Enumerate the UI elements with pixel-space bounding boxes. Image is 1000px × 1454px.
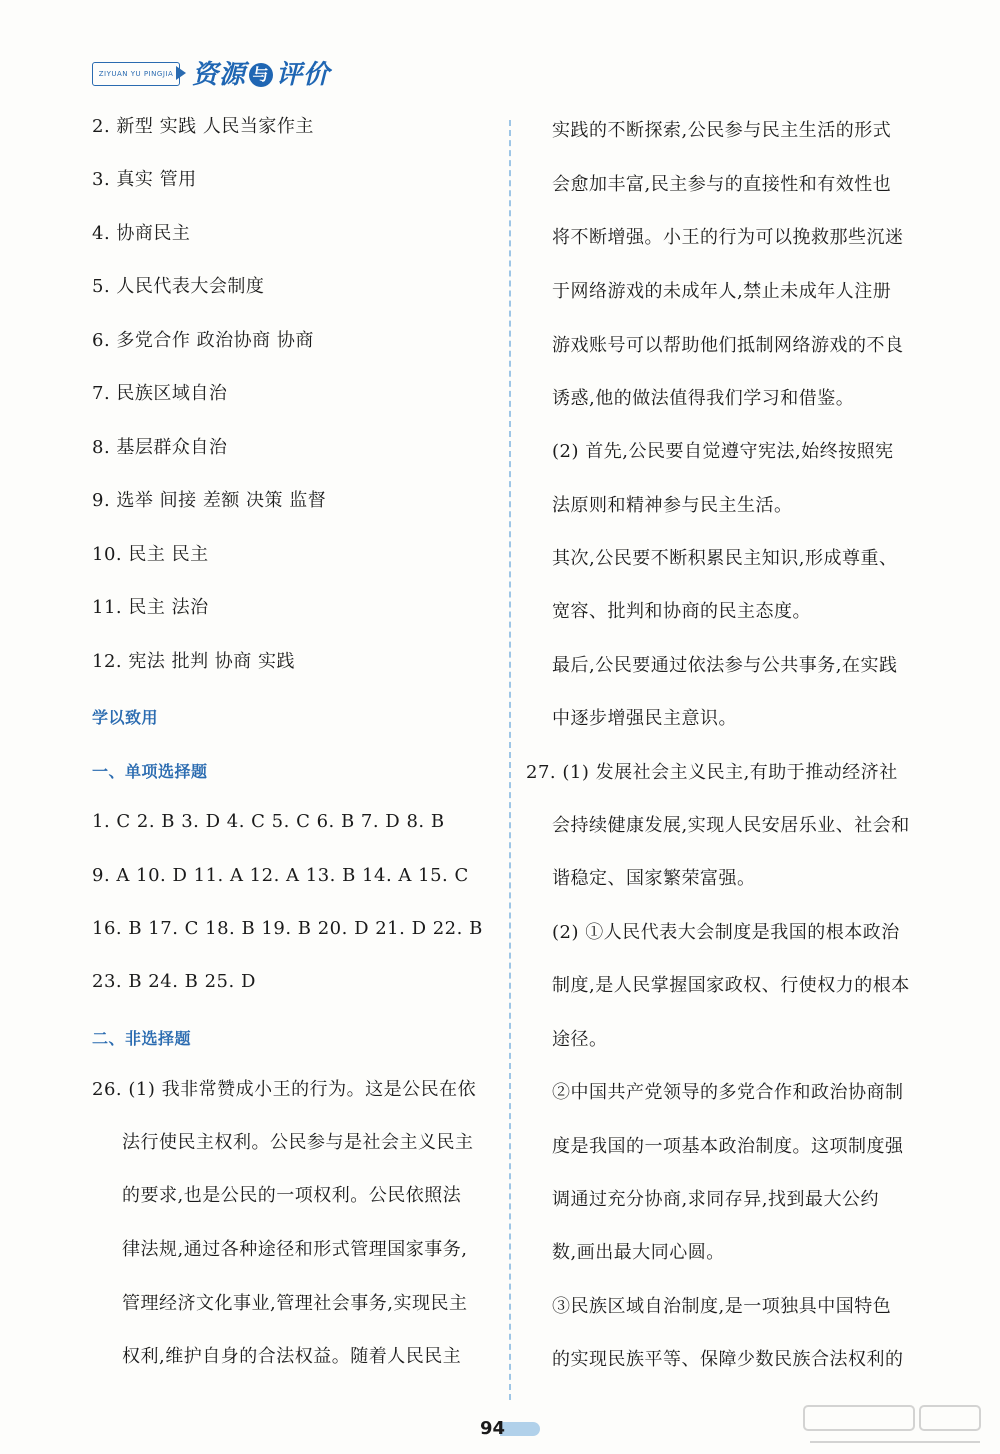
answer-line: 7. 民族区域自治 xyxy=(92,383,228,404)
answer-line: 9. A 10. D 11. A 12. A 13. B 14. A 15. C xyxy=(92,865,469,886)
header-title-left: 资源 xyxy=(192,60,247,90)
answer-line: 16. B 17. C 18. B 19. B 20. D 21. D 22. B xyxy=(92,918,483,939)
answer-line: 法原则和精神参与民主生活。 xyxy=(552,495,793,516)
answer-line: 管理经济文化事业,管理社会事务,实现民主 xyxy=(122,1293,468,1314)
answer-line: 法行使民主权利。公民参与是社会主义民主 xyxy=(122,1132,474,1153)
answer-line: 游戏账号可以帮助他们抵制网络游戏的不良 xyxy=(552,335,904,356)
answer-line: 调通过充分协商,求同存异,找到最大公约 xyxy=(552,1189,879,1210)
answer-line: 实践的不断探索,公民参与民主生活的形式 xyxy=(552,120,892,141)
answer-line: 宽容、批判和协商的民主态度。 xyxy=(552,601,811,622)
answer-line: 于网络游戏的未成年人,禁止未成年人注册 xyxy=(552,281,892,302)
answer-line: 1. C 2. B 3. D 4. C 5. C 6. B 7. D 8. B xyxy=(92,811,445,832)
answer-line: 会持续健康发展,实现人民安居乐业、社会和 xyxy=(552,815,910,836)
answer-line: 谐稳定、国家繁荣富强。 xyxy=(552,868,756,889)
arrow-icon xyxy=(176,66,186,80)
answer-line: 其次,公民要不断积累民主知识,形成尊重、 xyxy=(552,548,898,569)
answer-line: 3. 真实 管用 xyxy=(92,169,197,190)
answer-line: 8. 基层群众自治 xyxy=(92,437,228,458)
answer-line: 5. 人民代表大会制度 xyxy=(92,276,265,297)
section-subheading: 二、非选择题 xyxy=(92,1029,192,1048)
column-divider xyxy=(509,120,511,1400)
page-header xyxy=(92,52,352,92)
answer-line: 的要求,也是公民的一项权利。公民依照法 xyxy=(122,1185,462,1206)
answer-line: 度是我国的一项基本政治制度。这项制度强 xyxy=(552,1136,904,1157)
answer-line: 数,画出最大同心圆。 xyxy=(552,1242,725,1263)
answer-line: 的实现民族平等、保障少数民族合法权利的 xyxy=(552,1349,904,1370)
section-subheading: 一、单项选择题 xyxy=(92,762,208,781)
answer-line: ②中国共产党领导的多党合作和政治协商制 xyxy=(552,1082,904,1103)
answer-line: (2) 首先,公民要自觉遵守宪法,始终按照宪 xyxy=(552,441,894,462)
answer-line: 9. 选举 间接 差额 决策 监督 xyxy=(92,490,327,511)
answer-line: 12. 宪法 批判 协商 实践 xyxy=(92,651,296,672)
answer-line: 权利,维护自身的合法权益。随着人民民主 xyxy=(122,1346,462,1367)
header-title-right: 评价 xyxy=(276,60,331,90)
answer-line: 制度,是人民掌握国家政权、行使权力的根本 xyxy=(552,975,910,996)
answer-line: 4. 协商民主 xyxy=(92,223,191,244)
page-number-decoration xyxy=(500,1422,540,1436)
header-title xyxy=(192,54,330,91)
answer-line: 26. (1) 我非常赞成小王的行为。这是公民在依 xyxy=(92,1079,477,1100)
answer-line: 中逐步增强民主意识。 xyxy=(552,708,737,729)
answer-line: 最后,公民要通过依法参与公共事务,在实践 xyxy=(552,655,898,676)
section-heading: 学以致用 xyxy=(92,708,159,727)
answer-line: 将不断增强。小王的行为可以挽救那些沉迷 xyxy=(552,227,904,248)
answer-line: 会愈加丰富,民主参与的直接性和有效性也 xyxy=(552,174,892,195)
answer-line: 27. (1) 发展社会主义民主,有助于推动经济社 xyxy=(526,762,898,783)
page-number: 94 xyxy=(480,1418,506,1439)
answer-line: 11. 民主 法治 xyxy=(92,597,209,618)
answer-line: (2) ①人民代表大会制度是我国的根本政治 xyxy=(552,922,900,943)
answer-line: 23. B 24. B 25. D xyxy=(92,971,256,992)
header-title-amp: 与 xyxy=(249,63,273,87)
answer-line: ③民族区域自治制度,是一项独具中国特色 xyxy=(552,1296,892,1317)
answer-line: 诱惑,他的做法值得我们学习和借鉴。 xyxy=(552,388,855,409)
answer-line: 途径。 xyxy=(552,1029,608,1050)
answer-line: 10. 民主 民主 xyxy=(92,544,209,565)
answer-line: 2. 新型 实践 人民当家作主 xyxy=(92,116,314,137)
watermark-logo xyxy=(800,1400,990,1450)
answer-line: 6. 多党合作 政治协商 协商 xyxy=(92,330,314,351)
answer-line: 律法规,通过各种途径和形式管理国家事务, xyxy=(122,1239,468,1260)
header-subtitle: ZIYUAN YU PINGJIA xyxy=(92,62,180,86)
